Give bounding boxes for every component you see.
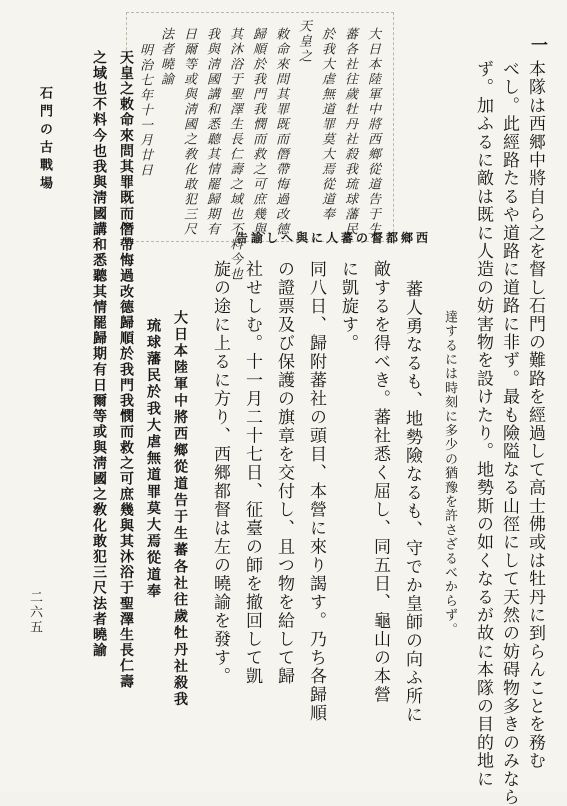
document-line: 我與淸國講和悉聽其情罷歸期有 — [204, 27, 219, 237]
notice-line: 大日本陸軍中將西鄉從道告于生蕃各社往歲牡丹社殺我 — [172, 310, 188, 709]
document-date: 明治七年十一月廿日 — [137, 43, 152, 178]
paragraph-line: 蕃人勇なるも、地勢險なるも、守でか皇師の向ふ所に — [402, 280, 422, 724]
paragraph-line: べし。此經路たるや道路に道路に非ず。最も險隘なる山徑にして天然の妨碍物多きのみなら — [499, 60, 519, 806]
paragraph-line: 本隊は西郷中將自ら之を督し石門の難路を經過して高士佛或は牡丹に到らんことを務む — [525, 60, 545, 770]
document-line: 於我大虐無道罪莫大焉從道奉 — [319, 27, 334, 222]
paragraph-line: 敵するを得べき。蕃社悉く屈し、同五日、龜山の本營 — [370, 260, 390, 704]
notice-line: 琉球藩民於我大虐無道罪莫大焉從道奉 — [145, 318, 161, 601]
paragraph-line: 社せしむ。十一月二十七日、征臺の師を撤回して凱 — [242, 260, 262, 686]
paragraph-line: ず。加ふるに敵は既に人造の妨害物を設けたり。地勢斯の如くなるが故に本隊の目的地に — [473, 60, 493, 788]
document-line: 日爾等或與淸國之敎化敢犯三尺 — [181, 27, 196, 237]
paragraph-line: の證票及び保護の旗章を交付し、且つ物を給して歸 — [274, 260, 294, 686]
document-line: 大日本陸軍中將西鄉從道告于生 — [365, 27, 380, 237]
paragraph-line: 旋の途に上るに方り、西郷都督は左の曉諭を發す。 — [210, 260, 230, 686]
paragraph-note: 達するには時刻に多少の猶豫を許さざるべからず。 — [442, 310, 457, 637]
page-number: 二六五 — [27, 590, 42, 635]
running-header: 石門の古戰場 — [37, 86, 52, 194]
document-line: 蕃各社往歲牡丹社殺我琉球藩民 — [342, 27, 357, 237]
document-line: 天皇之 — [296, 19, 311, 64]
paragraph-line: 同八日、歸附蕃社の頭目、本營に來り謁す。乃ち各歸順 — [306, 260, 326, 723]
section-bullet: 一 — [527, 36, 547, 53]
document-line: 其沐浴于聖澤生長仁壽之域也不料今也 — [227, 27, 242, 282]
notice-line: 天皇之敕命來問其罪既而僭帶悔過改德歸順於我門我憫而救之可庶幾與其沐浴于聖澤生長仁壽 — [118, 50, 134, 690]
paragraph-line: に凱旋す。 — [338, 260, 358, 353]
document-line: 法者曉諭 — [158, 27, 173, 87]
handwritten-document-photo — [126, 12, 394, 282]
document-line: 敕命來問其罪既而僭帶悔過改德 — [273, 27, 288, 237]
document-line: 歸順於我門我憫而救之可庶幾與 — [250, 27, 265, 237]
notice-line: 之域也不料今也我與淸國講和悉聽其情罷歸期有日爾等或與淸國之敎化敢犯三尺法者曉諭 — [91, 50, 107, 659]
notice-caption: 西鄉都督の蕃人に與へし諭告 — [236, 231, 432, 245]
